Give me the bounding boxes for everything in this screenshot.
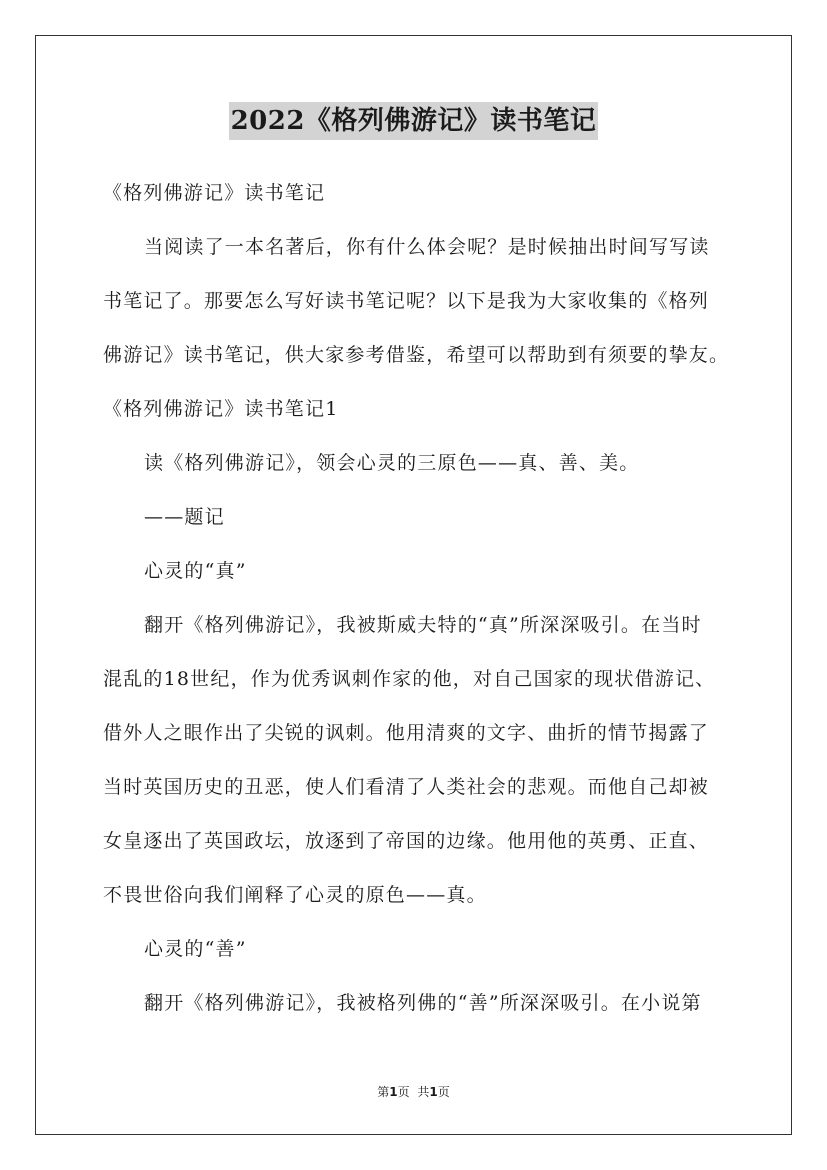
total-suffix: 页	[437, 1085, 450, 1099]
paragraph-line: 女皇逐出了英国政坛，放逐到了帝国的边缘。他用他的英勇、正直、	[103, 830, 710, 852]
title-container	[0, 102, 827, 140]
paragraph-line: 当时英国历史的丑恶，使人们看清了人类社会的悲观。而他自己却被	[103, 776, 710, 798]
paragraph-line: 混乱的18世纪，作为优秀讽刺作家的他，对自己国家的现状借游记、	[103, 668, 716, 690]
total-pages: 1	[429, 1085, 438, 1099]
subsection-heading: 心灵的“真”	[144, 560, 247, 582]
total-prefix: 共	[417, 1085, 430, 1099]
page-number: 1	[389, 1085, 398, 1099]
document-title: 2022《格列佛游记》读书笔记	[229, 102, 599, 140]
paragraph-line: 不畏世俗向我们阐释了心灵的原色——真。	[103, 884, 487, 906]
page-footer	[0, 1084, 827, 1100]
paragraph-line: 翻开《格列佛游记》，我被格列佛的“善”所深深吸引。在小说第	[144, 992, 702, 1014]
paragraph-line: 读《格列佛游记》，领会心灵的三原色——真、善、美。	[144, 452, 640, 474]
subtitle-line: 《格列佛游记》读书笔记	[103, 182, 326, 204]
epigraph-attribution: ——题记	[144, 506, 225, 528]
page-suffix: 页	[397, 1085, 410, 1099]
paragraph-line: 翻开《格列佛游记》，我被斯威夫特的“真”所深深吸引。在当时	[144, 614, 702, 636]
paragraph-line: 借外人之眼作出了尖锐的讽刺。他用清爽的文字、曲折的情节揭露了	[103, 722, 710, 744]
paragraph-line: 书笔记了。那要怎么写好读书笔记呢？以下是我为大家收集的《格列	[103, 290, 710, 312]
page-prefix: 第	[377, 1085, 390, 1099]
paragraph-line: 当阅读了一本名著后，你有什么体会呢？是时候抽出时间写写读	[144, 236, 710, 258]
subsection-heading: 心灵的“善”	[144, 938, 247, 960]
paragraph-line: 佛游记》读书笔记，供大家参考借鉴，希望可以帮助到有须要的挚友。	[103, 344, 730, 366]
section-heading: 《格列佛游记》读书笔记1	[103, 398, 339, 420]
